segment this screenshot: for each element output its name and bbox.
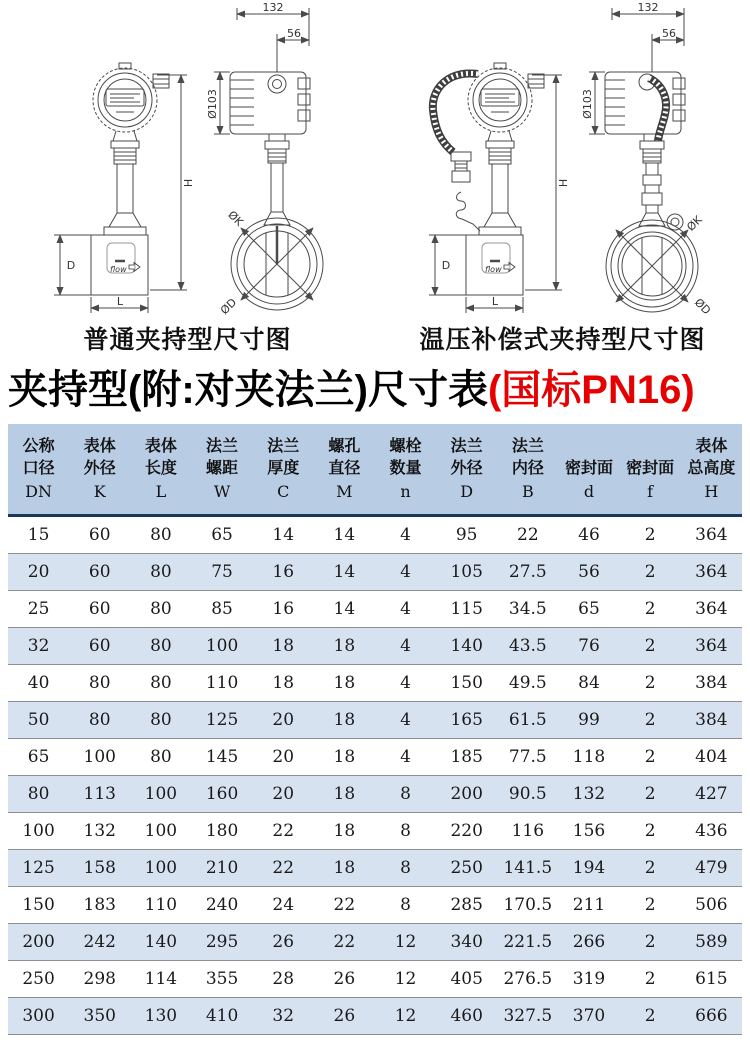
table-cell: 18	[314, 739, 375, 776]
table-cell: 364	[695, 525, 728, 545]
table-cell: 221.5	[497, 924, 558, 961]
dimension-diagrams	[0, 0, 750, 358]
table-cell: 405	[436, 961, 497, 998]
caption-ordinary-clamp: 普通夹持型尺寸图	[83, 326, 292, 354]
table-cell: 116	[497, 813, 558, 850]
table-row	[8, 628, 742, 665]
table-cell: 60	[69, 591, 130, 628]
table-cell: 14	[314, 591, 375, 628]
table-cell: 506	[681, 887, 742, 924]
table-cell: 250	[8, 961, 69, 998]
dim-H-label: H	[182, 178, 195, 188]
figure-compensated-clamp	[375, 0, 750, 358]
dim-L-label: L	[491, 295, 499, 308]
table-cell: 18	[253, 628, 314, 665]
table-cell: 27.5	[497, 554, 558, 591]
table-cell: 12	[375, 998, 436, 1035]
table-cell: 384	[681, 665, 742, 702]
table-cell: 210	[191, 850, 252, 887]
table-cell: 140	[130, 924, 191, 961]
table-cell: 436	[681, 813, 742, 850]
table-cell: 4	[375, 628, 436, 665]
side-view-dimensions	[206, 1, 313, 317]
table-cell: 77.5	[497, 739, 558, 776]
table-head	[8, 424, 742, 516]
table-cell: 80	[130, 628, 191, 665]
table-cell: 118	[558, 739, 619, 776]
table-cell: 60	[88, 525, 111, 545]
table-cell: 14	[333, 525, 356, 545]
flow-label: flow	[110, 265, 127, 274]
table-cell: 18	[314, 850, 375, 887]
table-cell: 18	[314, 665, 375, 702]
table-cell: 105	[436, 554, 497, 591]
dim-diaD-label: ØD	[217, 295, 240, 318]
figure-ordinary-clamp	[0, 0, 375, 358]
table-cell: 327.5	[497, 998, 558, 1035]
ordinary-clamp-drawing	[0, 0, 375, 324]
table-cell: 156	[558, 813, 619, 850]
header-cell: 螺孔 直径 M	[314, 424, 375, 516]
flow-label: flow	[485, 265, 502, 274]
table-cell: 8	[375, 887, 436, 924]
table-cell: 14	[314, 554, 375, 591]
table-cell: 80	[69, 702, 130, 739]
table-cell: 2	[620, 554, 681, 591]
table-cell: 460	[436, 998, 497, 1035]
table-cell: 132	[558, 776, 619, 813]
table-row	[8, 850, 742, 887]
header-cell: 密封面 f	[620, 424, 681, 516]
table-cell: 285	[436, 887, 497, 924]
header-cell: 表体 总高度 H	[681, 424, 742, 516]
table-cell: 2	[620, 961, 681, 998]
table-row	[8, 739, 742, 776]
dim-diaK-label: ØK	[225, 208, 246, 229]
table-cell: 113	[69, 776, 130, 813]
front-view-transmitter-head	[468, 63, 544, 132]
table-cell: 666	[681, 998, 742, 1035]
table-row	[8, 776, 742, 813]
table-cell: 16	[253, 554, 314, 591]
table-cell: 43.5	[497, 628, 558, 665]
table-cell: 80	[150, 525, 172, 545]
table-cell: 100	[130, 776, 191, 813]
header-row	[8, 424, 742, 516]
table-cell: 110	[130, 887, 191, 924]
header-cell: 法兰 外径 D	[436, 424, 497, 516]
table-cell: 2	[620, 591, 681, 628]
table-cell: 2	[620, 850, 681, 887]
table-cell: 20	[253, 702, 314, 739]
table-cell: 160	[191, 776, 252, 813]
dim-H-label: H	[557, 178, 570, 188]
table-row	[8, 665, 742, 702]
table-cell: 165	[436, 702, 497, 739]
table-cell: 140	[436, 628, 497, 665]
front-view-meter-body	[91, 235, 148, 295]
table-cell: 22	[314, 924, 375, 961]
table-cell: 2	[620, 628, 681, 665]
front-view-meter-body	[466, 235, 523, 295]
table-row	[8, 516, 742, 554]
table-cell: 2	[620, 702, 681, 739]
table-cell: 90.5	[497, 776, 558, 813]
table-cell: 2	[620, 776, 681, 813]
table-cell: 615	[681, 961, 742, 998]
table-cell: 364	[681, 554, 742, 591]
table-cell: 22	[517, 525, 539, 545]
table-cell: 355	[191, 961, 252, 998]
table-cell: 4	[375, 739, 436, 776]
table-cell: 242	[69, 924, 130, 961]
table-cell: 18	[314, 813, 375, 850]
table-cell: 26	[314, 961, 375, 998]
side-view-stem	[639, 141, 683, 230]
table-cell: 100	[130, 850, 191, 887]
table-cell: 170.5	[497, 887, 558, 924]
table-cell: 40	[8, 665, 69, 702]
table-cell: 65	[8, 739, 69, 776]
table-cell: 185	[436, 739, 497, 776]
table-cell: 18	[314, 776, 375, 813]
table-cell: 364	[681, 628, 742, 665]
front-view-stem	[479, 131, 521, 235]
table-cell: 12	[375, 924, 436, 961]
front-view-stem	[104, 131, 146, 235]
table-cell: 100	[8, 813, 69, 850]
table-cell: 125	[191, 702, 252, 739]
table-cell: 80	[130, 665, 191, 702]
table-cell: 211	[558, 887, 619, 924]
table-cell: 28	[253, 961, 314, 998]
table-cell: 220	[436, 813, 497, 850]
table-cell: 4	[375, 702, 436, 739]
dim-dia103-label: Ø103	[581, 89, 594, 119]
table-cell: 200	[8, 924, 69, 961]
dim-dia103-label: Ø103	[206, 89, 219, 119]
table-row	[8, 961, 742, 998]
table-cell: 20	[253, 776, 314, 813]
table-cell: 56	[558, 554, 619, 591]
table-cell: 194	[558, 850, 619, 887]
compensated-clamp-drawing	[375, 0, 750, 324]
table-cell: 300	[8, 998, 69, 1035]
table-cell: 95	[455, 525, 478, 545]
table-cell: 65	[211, 525, 233, 545]
table-row	[8, 998, 742, 1035]
table-cell: 384	[681, 702, 742, 739]
table-row	[8, 924, 742, 961]
table-cell: 4	[375, 554, 436, 591]
table-cell: 15	[27, 525, 50, 545]
header-cell: 法兰 螺距 W	[191, 424, 252, 516]
header-cell: 公称 口径 DN	[8, 424, 69, 516]
table-cell: 14	[272, 525, 295, 545]
table-cell: 370	[558, 998, 619, 1035]
table-cell: 130	[130, 998, 191, 1035]
table-body	[8, 516, 742, 1035]
table-cell: 46	[578, 525, 600, 545]
table-cell: 340	[436, 924, 497, 961]
dim-132-label: 132	[262, 1, 284, 14]
table-cell: 80	[130, 554, 191, 591]
table-cell: 26	[314, 998, 375, 1035]
table-row	[8, 887, 742, 924]
table-cell: 80	[130, 591, 191, 628]
table-cell: 100	[69, 739, 130, 776]
table-cell: 589	[681, 924, 742, 961]
side-view-housing	[605, 72, 685, 141]
table-cell: 75	[191, 554, 252, 591]
table-cell: 32	[8, 628, 69, 665]
table-cell: 295	[191, 924, 252, 961]
dimension-table	[8, 424, 742, 1035]
table-row	[8, 702, 742, 739]
table-cell: 80	[69, 665, 130, 702]
table-cell: 125	[8, 850, 69, 887]
table-cell: 22	[253, 813, 314, 850]
table-cell: 200	[436, 776, 497, 813]
table-cell: 4	[375, 591, 436, 628]
table-cell: 240	[191, 887, 252, 924]
side-view-housing	[230, 72, 310, 141]
table-cell: 132	[69, 813, 130, 850]
table-cell: 20	[253, 739, 314, 776]
table-cell: 8	[375, 813, 436, 850]
table-cell: 2	[620, 887, 681, 924]
header-cell: 法兰 厚度 C	[253, 424, 314, 516]
table-cell: 32	[253, 998, 314, 1035]
table-cell: 114	[130, 961, 191, 998]
table-cell: 18	[253, 665, 314, 702]
table-cell: 150	[8, 887, 69, 924]
front-view-transmitter-head	[93, 63, 169, 132]
section-title-standard: (国标PN16)	[487, 368, 695, 412]
table-cell: 60	[69, 554, 130, 591]
table-cell: 145	[191, 739, 252, 776]
table-cell: 25	[8, 591, 69, 628]
header-cell: 密封面 d	[558, 424, 619, 516]
caption-compensated-clamp: 温压补偿式夹持型尺寸图	[419, 326, 706, 354]
dim-56-label: 56	[287, 27, 301, 40]
table-cell: 350	[69, 998, 130, 1035]
table-cell: 2	[620, 739, 681, 776]
table-cell: 266	[558, 924, 619, 961]
table-cell: 80	[8, 776, 69, 813]
header-cell: 螺栓 数量 n	[375, 424, 436, 516]
table-cell: 60	[69, 628, 130, 665]
table-cell: 76	[558, 628, 619, 665]
table-row	[8, 591, 742, 628]
dim-D-label: D	[441, 259, 451, 272]
dim-D-label: D	[66, 259, 76, 272]
table-cell: 26	[253, 924, 314, 961]
table-cell: 16	[253, 591, 314, 628]
table-cell: 80	[130, 702, 191, 739]
dim-56-label: 56	[662, 27, 676, 40]
header-cell: 法兰 内径 B	[497, 424, 558, 516]
table-cell: 410	[191, 998, 252, 1035]
table-row	[8, 554, 742, 591]
dim-diaD-label: ØD	[691, 295, 714, 318]
table-cell: 158	[69, 850, 130, 887]
header-cell: 表体 外径 K	[69, 424, 130, 516]
table-cell: 183	[69, 887, 130, 924]
table-row	[8, 813, 742, 850]
table-cell: 50	[8, 702, 69, 739]
section-title-main: 夹持型(附:对夹法兰)尺寸表	[8, 368, 488, 412]
table-cell: 110	[191, 665, 252, 702]
table-cell: 319	[558, 961, 619, 998]
table-cell: 364	[681, 591, 742, 628]
table-cell: 4	[400, 525, 411, 545]
table-cell: 4	[375, 665, 436, 702]
table-cell: 80	[130, 739, 191, 776]
table-cell: 141.5	[497, 850, 558, 887]
table-cell: 24	[253, 887, 314, 924]
table-cell: 61.5	[497, 702, 558, 739]
front-view-dimensions	[429, 75, 570, 313]
table-cell: 65	[558, 591, 619, 628]
table-cell: 2	[644, 525, 656, 545]
side-view-pressure-hose	[649, 78, 666, 141]
table-cell: 84	[558, 665, 619, 702]
table-cell: 180	[191, 813, 252, 850]
table-cell: 8	[375, 776, 436, 813]
table-cell: 2	[620, 813, 681, 850]
table-cell: 12	[375, 961, 436, 998]
table-cell: 85	[191, 591, 252, 628]
table-cell: 115	[436, 591, 497, 628]
table-cell: 479	[681, 850, 742, 887]
table-cell: 276.5	[497, 961, 558, 998]
table-cell: 2	[620, 665, 681, 702]
table-cell: 8	[375, 850, 436, 887]
table-cell: 18	[314, 702, 375, 739]
table-cell: 150	[436, 665, 497, 702]
table-cell: 18	[314, 628, 375, 665]
front-view-dimensions	[54, 75, 195, 313]
table-cell: 100	[130, 813, 191, 850]
dim-diaK-label: ØK	[684, 213, 705, 234]
table-cell: 2	[620, 924, 681, 961]
table-cell: 2	[620, 998, 681, 1035]
table-cell: 250	[436, 850, 497, 887]
table-cell: 34.5	[497, 591, 558, 628]
table-cell: 404	[681, 739, 742, 776]
header-cell: 表体 长度 L	[130, 424, 191, 516]
table-cell: 20	[8, 554, 69, 591]
table-cell: 22	[253, 850, 314, 887]
dim-132-label: 132	[637, 1, 659, 14]
table-cell: 22	[314, 887, 375, 924]
table-cell: 99	[558, 702, 619, 739]
section-title	[0, 358, 750, 418]
table-cell: 49.5	[497, 665, 558, 702]
side-view-stem	[264, 141, 290, 225]
table-cell: 298	[69, 961, 130, 998]
dim-L-label: L	[116, 295, 124, 308]
table-cell: 100	[191, 628, 252, 665]
table-cell: 427	[681, 776, 742, 813]
